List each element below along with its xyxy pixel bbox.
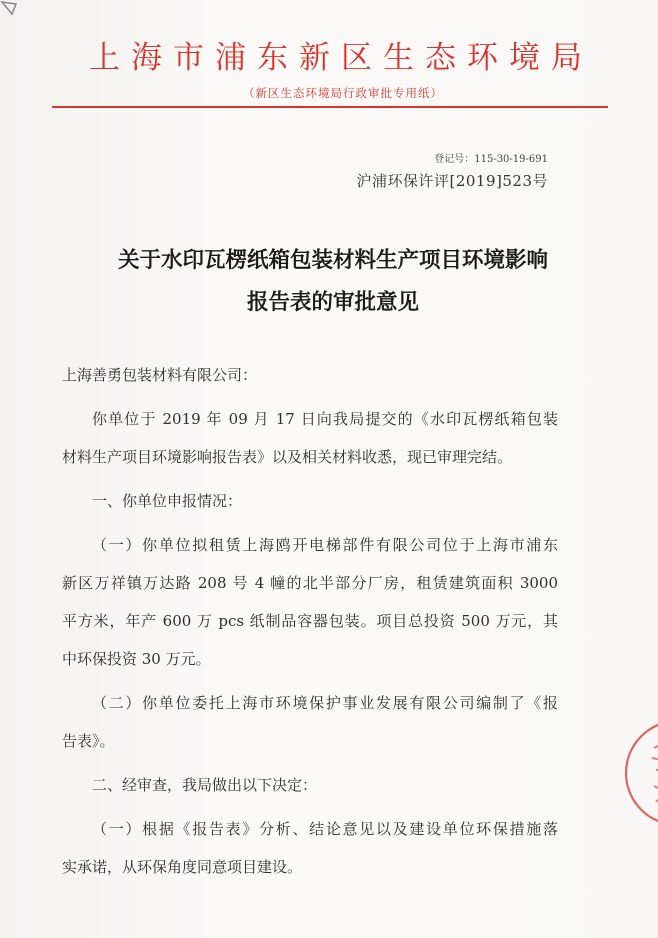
registration-number: 登记号：115-30-19-691: [434, 154, 548, 165]
letterhead: [0, 32, 658, 101]
official-seal-stamp: [618, 718, 658, 828]
org-subtitle: （新区生态环境局行政审批专用纸）: [243, 86, 443, 100]
letterhead-divider: [52, 106, 608, 108]
corner-fold-mark: [0, 0, 22, 22]
paragraph-line: 你单位于 2019 年 09 月 17 日向我局提交的《水印瓦楞纸箱包装: [92, 410, 558, 428]
paragraph-line: 材料生产项目环境影响报告表》以及相关材料收悉，现已审理完结。: [62, 448, 513, 466]
document-title: [0, 240, 658, 324]
section-heading: 二、经审查，我局做出以下决定：: [92, 776, 318, 794]
paragraph-line: （一）你单位拟租赁上海鸥开电梯部件有限公司位于上海市浦东: [92, 536, 558, 554]
paragraph-line: （一）根据《报告表》分析、结论意见以及建设单位环保措施落: [92, 820, 558, 838]
paragraph-line: 新区万祥镇万达路 208 号 4 幢的北半部分厂房，租赁建筑面积 3000: [62, 574, 558, 592]
title-line-1: 关于水印瓦楞纸箱包装材料生产项目环境影响: [117, 248, 548, 273]
addressee: 上海善勇包装材料有限公司：: [62, 366, 258, 384]
paragraph-line: 平方米，年产 600 万 pcs 纸制品容器包装。项目总投资 500 万元，其: [62, 612, 558, 630]
section-heading: 一、你单位申报情况：: [92, 492, 243, 510]
document-body: [62, 356, 558, 886]
org-name: 上海市浦东新区生态环境局: [89, 40, 593, 76]
paragraph-line: 实承诺，从环保角度同意项目建设。: [62, 858, 303, 876]
paragraph-line: （二）你单位委托上海市环境保护事业发展有限公司编制了《报: [92, 694, 558, 712]
document-number: 沪浦环保许评[2019]523号: [356, 172, 548, 190]
title-line-2: 报告表的审批意见: [246, 290, 419, 315]
paragraph-line: 中环保投资 30 万元。: [62, 650, 211, 668]
paragraph-line: 告表》。: [62, 732, 115, 750]
